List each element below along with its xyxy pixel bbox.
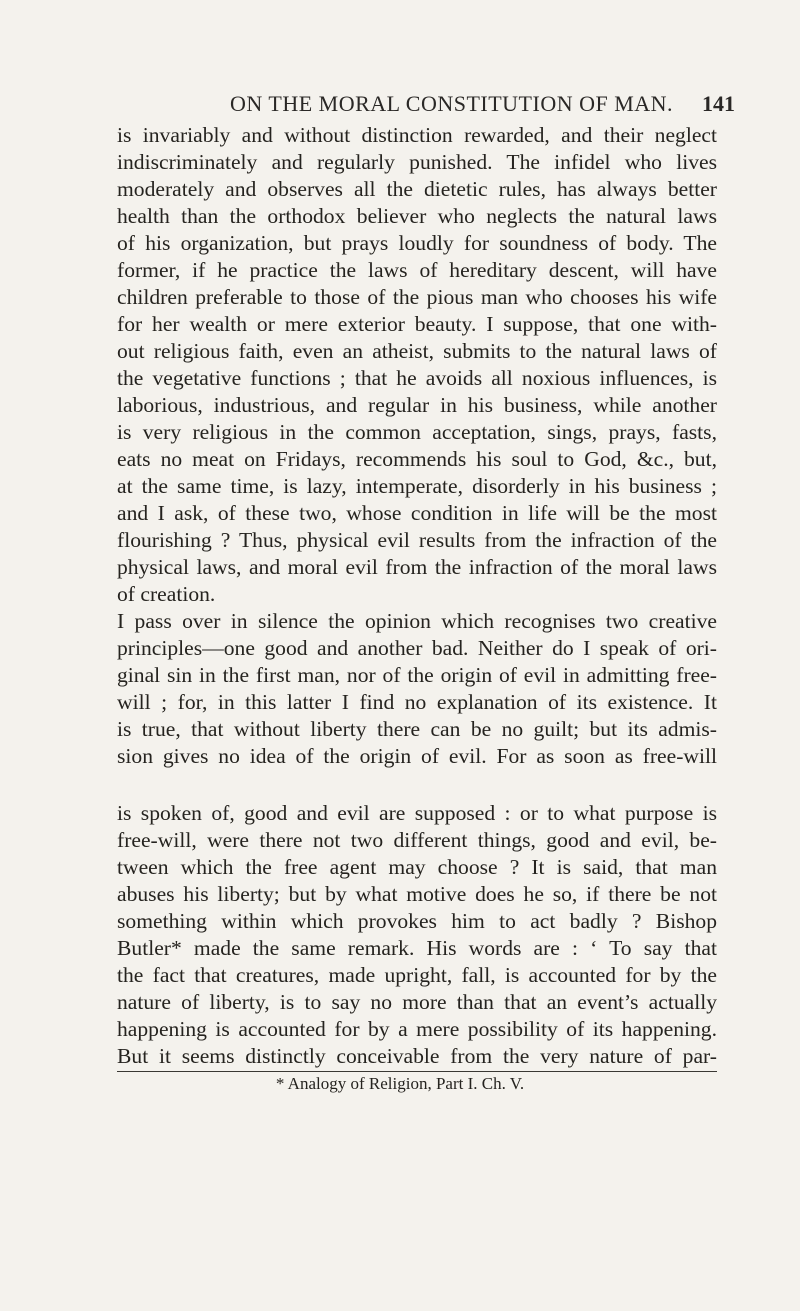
text-line: is very religious in the common acceptation, sings, prays, fasts, bbox=[117, 420, 717, 444]
text-line: is true, that without liberty there can be no guilt; but its admis- bbox=[117, 717, 717, 741]
footnote: * Analogy of Religion, Part I. Ch. V. bbox=[275, 1074, 525, 1093]
text-line: laborious, industrious, and regular in his business, while another bbox=[117, 393, 717, 417]
text-line: nature of liberty, is to say no more than that an event’s actually bbox=[117, 990, 717, 1014]
text-line: moderately and observes all the dietetic rules, has always better bbox=[117, 177, 717, 201]
text-line: out religious faith, even an atheist, submits to the natural laws of bbox=[117, 339, 717, 363]
text-line: tween which the free agent may choose ? It is said, that man bbox=[117, 855, 717, 879]
text-line: children preferable to those of the pious man who chooses his wife bbox=[117, 285, 717, 309]
text-line: indiscriminately and regularly punished. The infidel who lives bbox=[117, 150, 717, 174]
running-head-title: ON THE MORAL CONSTITUTION OF MAN. bbox=[230, 91, 674, 116]
text-line: of his organization, but prays loudly for soundness of body. The bbox=[117, 231, 717, 255]
text-line: is invariably and without distinction rewarded, and their neglect bbox=[117, 123, 717, 147]
text-line: Butler* made the same remark. His words are : ‘ To say that bbox=[117, 936, 717, 960]
text-line: and I ask, of these two, whose condition in life will be the most bbox=[117, 501, 717, 525]
text-line: something within which provokes him to act badly ? Bishop bbox=[117, 909, 717, 933]
text-line: for her wealth or mere exterior beauty. I suppose, that one with- bbox=[117, 312, 717, 336]
text-line: former, if he practice the laws of hereditary descent, will have bbox=[117, 258, 717, 282]
text-line: abuses his liberty; but by what motive does he so, if there be not bbox=[117, 882, 717, 906]
text-line: sion gives no idea of the origin of evil. For as soon as free-will bbox=[117, 744, 717, 768]
text-line: principles—one good and another bad. Neither do I speak of ori- bbox=[117, 636, 717, 660]
page-number: 141 bbox=[702, 91, 735, 116]
text-line: the vegetative functions ; that he avoids all noxious influences, is bbox=[117, 366, 717, 390]
text-line: ginal sin in the first man, nor of the origin of evil in admitting free- bbox=[117, 663, 717, 687]
text-line: at the same time, is lazy, intemperate, disorderly in his business ; bbox=[117, 474, 717, 498]
text-line: health than the orthodox believer who neglects the natural laws bbox=[117, 204, 717, 228]
text-line: flourishing ? Thus, physical evil results from the infraction of the bbox=[117, 528, 717, 552]
text-line: the fact that creatures, made upright, fall, is accounted for by the bbox=[117, 963, 717, 987]
text-line: will ; for, in this latter I find no explanation of its existence. It bbox=[117, 690, 717, 714]
text-line-paragraph-end: of creation. bbox=[117, 582, 216, 606]
text-line: eats no meat on Fridays, recommends his soul to God, &c., but, bbox=[117, 447, 717, 471]
text-line: free-will, were there not two different things, good and evil, be- bbox=[117, 828, 717, 852]
text-line-paragraph-start: I pass over in silence the opinion which recognises two creative bbox=[117, 609, 717, 633]
text-line: happening is accounted for by a mere possibility of its happening. bbox=[117, 1017, 717, 1041]
text-line: physical laws, and moral evil from the infraction of the moral laws bbox=[117, 555, 717, 579]
text-line: is spoken of, good and evil are supposed : or to what purpose is bbox=[117, 801, 717, 825]
footnote-rule bbox=[117, 1071, 717, 1072]
text-line: But it seems distinctly conceivable from the very nature of par- bbox=[117, 1044, 717, 1068]
